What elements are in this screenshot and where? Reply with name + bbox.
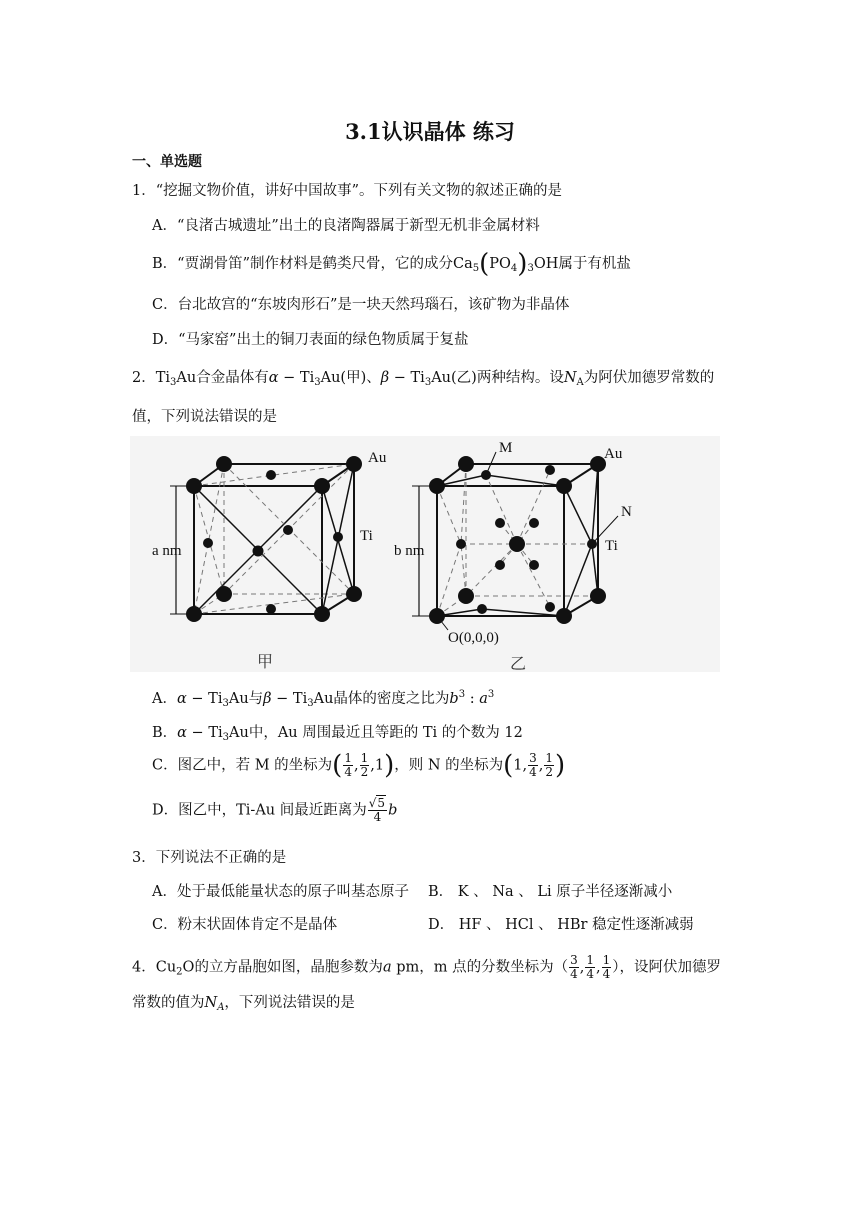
au-atom: [346, 586, 362, 602]
label-au-yi: Au: [604, 446, 623, 462]
label-ti: Ti: [360, 528, 373, 544]
q2-option-b: B．$\alpha - Ti_3Au$中，Au 周围最近且等距的 Ti 的个数为 12: [152, 725, 523, 743]
q3-option-b: B． K 、 Na 、 Li 原子半径逐渐减小: [428, 884, 673, 900]
label-au: Au: [368, 450, 387, 466]
q2-option-d: D．图乙中，Ti-Au 间最近距离为 $\frac{√5}{4}$ b: [152, 796, 398, 824]
label-n: N: [621, 504, 632, 520]
ti-atom: [529, 518, 539, 528]
au-atom: [216, 456, 232, 472]
section-heading: 一、单选题: [132, 154, 202, 170]
au-atom: [216, 586, 232, 602]
ti-atom: [283, 525, 293, 535]
ti-atom-m: [481, 470, 491, 480]
label-m: M: [499, 440, 513, 456]
q4-stem-line2: 常数的值为$N_A$，下列说法错误的是: [132, 995, 355, 1013]
page-title: 3.1认识晶体 练习: [345, 119, 515, 144]
q2-stem: 2．$Ti_3Au$合金晶体有$\alpha - Ti_3Au$(甲)、$\beta - Ti_3Au$(乙)两种结构。设$N_A$为阿伏加德罗常数的: [132, 370, 715, 388]
label-a-nm: a nm: [152, 543, 182, 559]
au-atom: [509, 536, 525, 552]
q3-option-d: D． HF 、 HCl 、 HBr 稳定性逐渐减弱: [428, 917, 694, 933]
au-atom: [458, 456, 474, 472]
ti-atom: [477, 604, 487, 614]
ti-atom: [495, 518, 505, 528]
ti-atom: [333, 532, 343, 542]
q2-stem-line2: 值，下列说法错误的是: [132, 409, 277, 425]
au-atom: [186, 606, 202, 622]
au-atom: [458, 588, 474, 604]
au-atom: [346, 456, 362, 472]
label-origin: O(0,0,0): [448, 630, 499, 646]
q4-stem: 4．$Cu_2O$的立方晶胞如图，晶胞参数为a pm，m 点的分数坐标为（ $\frac{3}{4}$ , $\frac{1}{4}$ , $\frac{1}{4}$ ），设阿伏加德罗: [132, 953, 721, 981]
au-atom: [429, 478, 445, 494]
ti-atom-n: [587, 539, 597, 549]
q1-option-c: C．台北故宫的“东坡肉形石”是一块天然玛瑙石，该矿物为非晶体: [152, 297, 570, 313]
q1-option-a: A．“良渚古城遗址”出土的良渚陶器属于新型无机非金属材料: [152, 218, 540, 234]
au-atom: [186, 478, 202, 494]
q1-stem: 1．“挖掘文物价值，讲好中国故事”。下列有关文物的叙述正确的是: [132, 183, 563, 199]
ti-atom: [545, 602, 555, 612]
au-atom: [556, 478, 572, 494]
au-atom: [253, 546, 264, 557]
crystal-structure-figure: [130, 436, 720, 672]
q1-option-d: D．“马家窑”出土的铜刀表面的绿色物质属于复盐: [152, 332, 469, 348]
ti-atom: [545, 465, 555, 475]
q1-option-b: B．“贾湖骨笛”制作材料是鹤类尺骨，它的成分$Ca_5(PO_4)_3OH$属于有机盐: [152, 249, 631, 279]
label-b-nm: b nm: [394, 543, 425, 559]
au-atom: [429, 608, 445, 624]
q2-option-c: C．图乙中，若 M 的坐标为( $\frac{1}{4}$ , $\frac{1}{2}$ ,1)，则 N 的坐标为(1, $\frac{3}{4}$ , $\frac{1}{2}$ ): [152, 750, 566, 781]
q2-option-a: A．$\alpha - Ti_3Au$与$\beta - Ti_3Au$晶体的密度之比为$b^3$ : $a^3$: [152, 689, 495, 709]
figure-background: [130, 436, 720, 672]
ti-atom: [266, 470, 276, 480]
label-ti-yi: Ti: [605, 538, 618, 554]
ti-atom: [529, 560, 539, 570]
ti-atom: [456, 539, 466, 549]
ti-atom: [203, 538, 213, 548]
q3-option-a: A．处于最低能量状态的原子叫基态原子: [152, 884, 409, 900]
au-atom: [314, 478, 330, 494]
au-atom: [556, 608, 572, 624]
q3-option-c: C．粉末状固体肯定不是晶体: [152, 917, 338, 933]
label-yi: 乙: [510, 656, 527, 672]
au-atom: [314, 606, 330, 622]
au-atom: [590, 588, 606, 604]
ti-atom: [495, 560, 505, 570]
label-jia: 甲: [257, 654, 274, 671]
ti-atom: [266, 604, 276, 614]
q3-stem: 3．下列说法不正确的是: [132, 850, 287, 866]
